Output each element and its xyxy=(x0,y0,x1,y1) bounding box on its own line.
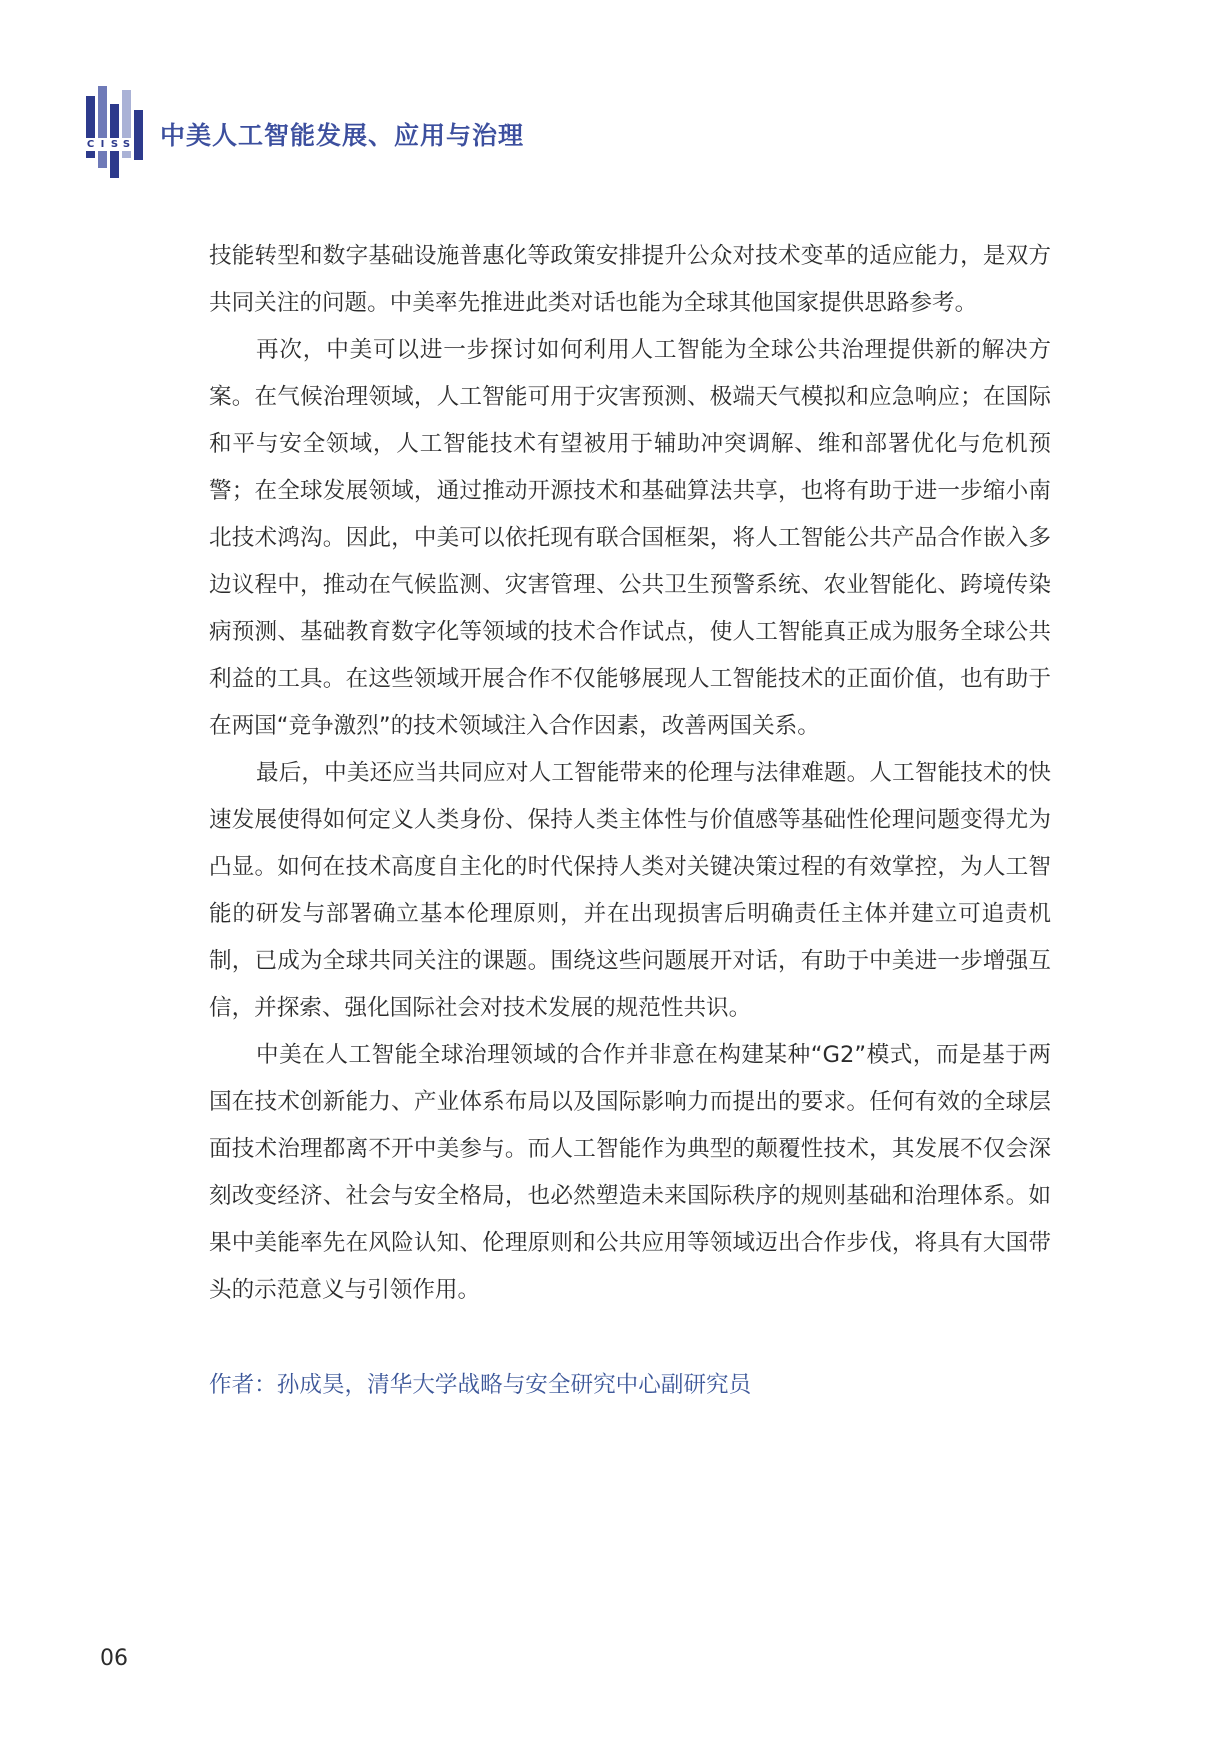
paragraph: 中美在人工智能全球治理领域的合作并非意在构建某种“G2”模式，而是基于两国在技术创新能力、产业体系布局以及国际影响力而提出的要求。任何有效的全球层面技术治理都离不开中美参与。而人工智能作为典型的颠覆性技术，其发展不仅会深刻改变经济、社会与安全格局，也必然塑造未来国际秩序的规则基础和治理体系。如果中美能率先在风险认知、伦理原则和公共应用等领域迈出合作步伐，将具有大国带头的示范意义与引领作用。 xyxy=(209,1042,1051,1303)
paragraph: 再次，中美可以进一步探讨如何利用人工智能为全球公共治理提供新的解决方案。在气候治理领域，人工智能可用于灾害预测、极端天气模拟和应急响应；在国际和平与安全领域，人工智能技术有望被用于辅助冲突调解、维和部署优化与危机预警；在全球发展领域，通过推动开源技术和基础算法共享，也将有助于进一步缩小南北技术鸿沟。因此，中美可以依托现有联合国框架，将人工智能公共产品合作嵌入多边议程中，推动在气候监测、灾害管理、公共卫生预警系统、农业智能化、跨境传染病预测、基础教育数字化等领域的技术合作试点，使人工智能真正成为服务全球公共利益的工具。在这些领域开展合作不仅能够展现人工智能技术的正面价值，也有助于在两国“竞争激烈”的技术领域注入合作因素，改善两国关系。 xyxy=(209,337,1051,739)
ciss-logo xyxy=(86,86,146,178)
paragraph: 最后，中美还应当共同应对人工智能带来的伦理与法律难题。人工智能技术的快速发展使得如何定义人类身份、保持人类主体性与价值感等基础性伦理问题变得尤为凸显。如何在技术高度自主化的时代保持人类对关键决策过程的有效掌控，为人工智能的研发与部署确立基本伦理原则，并在出现损害后明确责任主体并建立可追责机制，已成为全球共同关注的课题。围绕这些问题展开对话，有助于中美进一步增强互信，并探索、强化国际社会对技术发展的规范性共识。 xyxy=(209,760,1051,1021)
page-header xyxy=(86,86,524,178)
page-number: 06 xyxy=(100,1646,128,1671)
logo-letter: C xyxy=(86,139,95,150)
article-body xyxy=(209,233,1051,1409)
logo-letter: S xyxy=(110,139,119,150)
logo-letter: I xyxy=(97,138,108,151)
paragraph: 技能转型和数字基础设施普惠化等政策安排提升公众对技术变革的适应能力，是双方共同关注的问题。中美率先推进此类对话也能为全球其他国家提供思路参考。 xyxy=(209,243,1051,316)
author-credit: 作者：孙成昊，清华大学战略与安全研究中心副研究员 xyxy=(209,1372,752,1398)
logo-letter: S xyxy=(122,139,131,150)
header-title: 中美人工智能发展、应用与治理 xyxy=(160,121,525,150)
